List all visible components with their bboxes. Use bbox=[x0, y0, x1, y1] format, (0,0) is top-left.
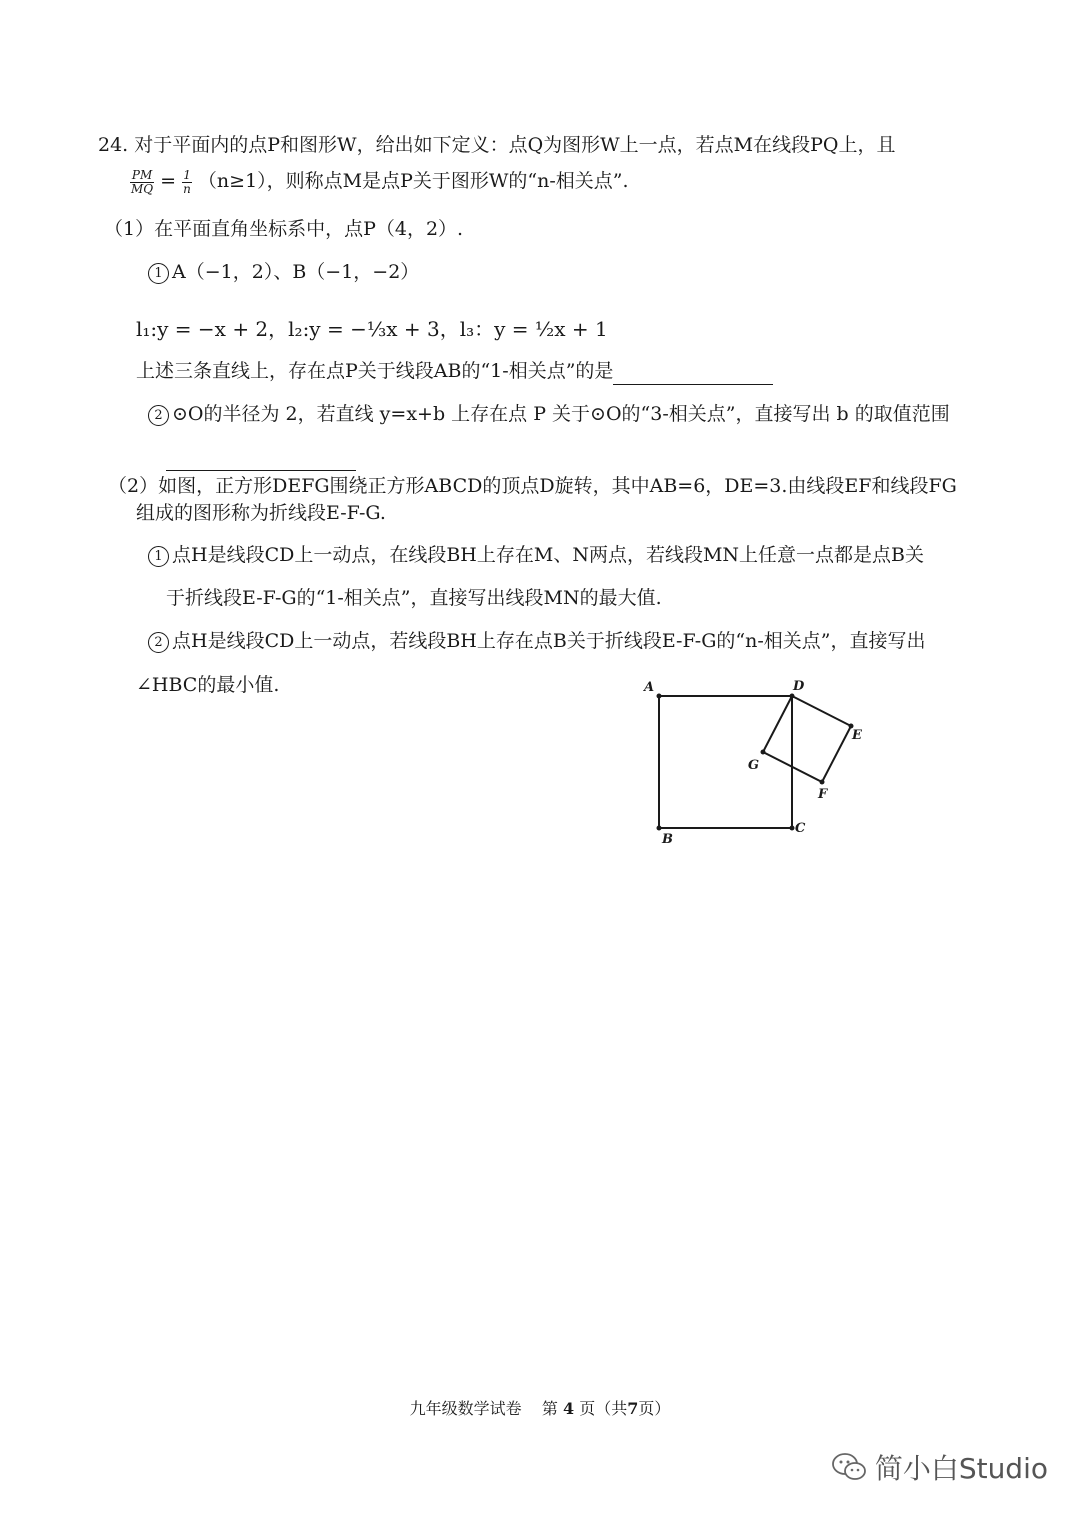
answer-blank-2-row bbox=[166, 444, 356, 471]
label-b: B bbox=[662, 832, 673, 847]
label-d: D bbox=[793, 679, 805, 694]
part1-sub2 bbox=[148, 401, 950, 427]
circled-number-2b: 2 bbox=[148, 632, 169, 653]
part1-intro: （1）在平面直角坐标系中，点P（4，2）. bbox=[104, 218, 464, 240]
label-f: F bbox=[818, 787, 828, 802]
question2-text: ⊙O的半径为 2，若直线 y=x+b 上存在点 P 关于⊙O的“3-相关点”，直接写出 b 的取值范围 bbox=[172, 403, 950, 425]
point-d bbox=[790, 694, 795, 699]
point-b bbox=[657, 826, 662, 831]
label-e: E bbox=[852, 728, 862, 743]
definition-text-1: 对于平面内的点P和图形W，给出如下定义：点Q为图形W上一点，若点M在线段PQ上，且 bbox=[134, 134, 896, 156]
label-a: A bbox=[644, 680, 655, 695]
part2-sub2-line2: ∠HBC的最小值. bbox=[136, 674, 280, 696]
square-abcd bbox=[659, 696, 792, 828]
problem-definition-line1 bbox=[98, 132, 896, 158]
fraction-pm-mq: $\frac{PM}{MQ}$ bbox=[131, 167, 154, 196]
label-c: C bbox=[795, 821, 806, 836]
watermark bbox=[831, 1447, 1048, 1487]
circled-number-2: 2 bbox=[148, 405, 169, 426]
point-c bbox=[790, 826, 795, 831]
part2-sub1-line2: 于折线段E-F-G的“1-相关点”，直接写出线段MN的最大值. bbox=[166, 587, 662, 609]
page-footer: 九年级数学试卷 第 4 页（共7页） bbox=[409, 1399, 671, 1418]
part1-sub1 bbox=[148, 259, 419, 285]
watermark-text: 简小白Studio bbox=[874, 1452, 1048, 1485]
answer-blank-1[interactable] bbox=[613, 358, 773, 385]
label-g: G bbox=[748, 758, 760, 773]
part2-sub1-line1: 1 点H是线段CD上一动点，在线段BH上存在M、N两点，若线段MN上任意一点都是点B关 bbox=[148, 542, 924, 568]
total-pages: 7 bbox=[627, 1399, 639, 1418]
answer-blank-2[interactable] bbox=[166, 444, 356, 471]
part2-sub2-line1: 2 点H是线段CD上一动点，若线段BH上存在点B关于折线段E-F-G的“n-相关点”，直接写出 bbox=[148, 628, 926, 654]
fraction-1-n: $\frac{1}{n}$ bbox=[183, 167, 191, 196]
footer-title: 九年级数学试卷 bbox=[409, 1399, 522, 1418]
part1-question1: 上述三条直线上，存在点P关于线段AB的“1-相关点”的是 bbox=[136, 358, 773, 385]
problem-definition-line2: $\frac{PM}{MQ}$ = $\frac{1}{n}$ （n≥1），则称点M是点P关于图形W的“n-相关点”. bbox=[131, 167, 629, 196]
problem-number: 24. bbox=[98, 134, 129, 156]
square-defg bbox=[763, 696, 851, 782]
point-a bbox=[657, 694, 662, 699]
circled-number-1b: 1 bbox=[148, 546, 169, 567]
lines-equations: l₁:y = −x + 2，l₂:y = −⅓x + 3，l₃：y = ½x + 1 bbox=[136, 317, 608, 341]
part2-intro-line2: 组成的图形称为折线段E-F-G. bbox=[136, 502, 386, 524]
definition-text-2: （n≥1），则称点M是点P关于图形W的“n-相关点”. bbox=[197, 170, 629, 192]
point-e bbox=[849, 724, 854, 729]
circled-number-1: 1 bbox=[148, 263, 169, 284]
wechat-icon bbox=[831, 1452, 867, 1482]
part2-intro-line1: （2）如图，正方形DEFG围绕正方形ABCD的顶点D旋转，其中AB=6，DE=3.由线段EF和线段FG bbox=[108, 475, 957, 497]
point-f bbox=[820, 780, 825, 785]
page-number: 4 bbox=[563, 1399, 575, 1418]
points-ab: A（−1，2）、B（−1，−2） bbox=[172, 261, 420, 283]
point-g bbox=[761, 750, 766, 755]
